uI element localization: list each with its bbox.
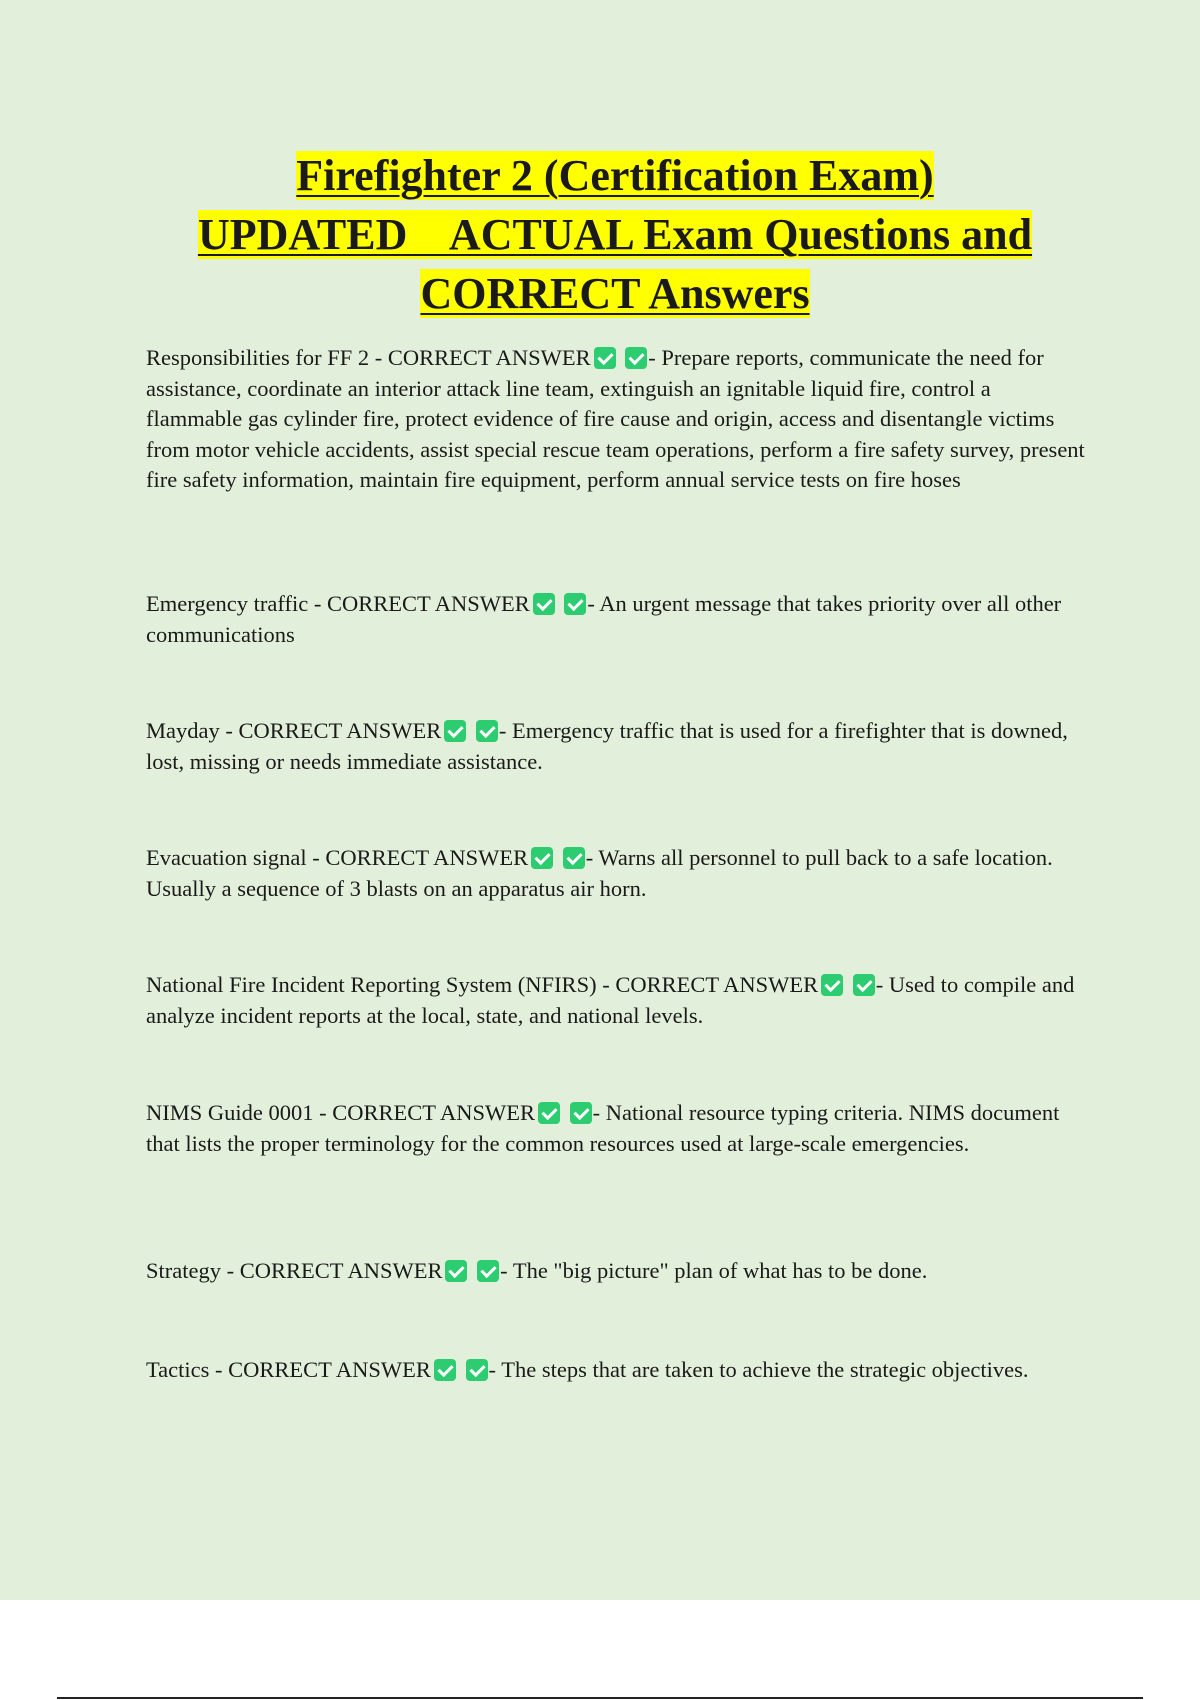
qa-item: Emergency traffic - CORRECT ANSWER - An urgent message that takes priority over all other communications: [146, 591, 1062, 647]
qa-term: Responsibilities for FF 2: [146, 345, 370, 370]
qa-term: Strategy: [146, 1258, 221, 1283]
qa-item: Mayday - CORRECT ANSWER - Emergency traffic that is used for a firefighter that is downed, lost, missing or needs immediate assistance.: [146, 718, 1068, 774]
qa-item: Strategy - CORRECT ANSWER - The "big picture" plan of what has to be done.: [146, 1258, 928, 1283]
checkmark-box-icon: [476, 720, 498, 742]
footer-divider: [57, 1697, 1143, 1699]
checkmark-box-icon: [466, 1359, 488, 1381]
qa-item: Evacuation signal - CORRECT ANSWER - Warns all personnel to pull back to a safe location. Usually a sequence of 3 blasts on an apparatus air horn.: [146, 845, 1053, 901]
qa-term: NIMS Guide 0001: [146, 1100, 314, 1125]
qa-marker: CORRECT ANSWER: [239, 1258, 443, 1283]
checkmark-box-icon: [563, 847, 585, 869]
qa-item: National Fire Incident Reporting System (NFIRS) - CORRECT ANSWER - Used to compile and analyze incident reports at the local, state, and national levels.: [146, 972, 1075, 1028]
qa-answer: - The steps that are taken to achieve the strategic objectives.: [488, 1357, 1029, 1382]
qa-answer: - Emergency traffic that is used for a firefighter that is downed, lost, missing or needs immediate assistance.: [146, 718, 1068, 774]
qa-answer: - National resource typing criteria. NIMS document that lists the proper terminology for the common resources used at large-scale emergencies.: [146, 1100, 1060, 1156]
qa-term: Mayday: [146, 718, 220, 743]
title-line-3: CORRECT Answers: [420, 269, 810, 318]
checkmark-box-icon: [531, 847, 553, 869]
document-title: [130, 146, 1100, 323]
qa-marker: CORRECT ANSWER: [332, 1100, 535, 1125]
checkmark-box-icon: [434, 1359, 456, 1381]
qa-answer: - Warns all personnel to pull back to a safe location. Usually a sequence of 3 blasts on an apparatus air horn.: [146, 845, 1053, 901]
qa-marker: CORRECT ANSWER: [326, 591, 530, 616]
checkmark-box-icon: [625, 347, 647, 369]
qa-item: NIMS Guide 0001 - CORRECT ANSWER - National resource typing criteria. NIMS document that lists the proper terminology for the common resources used at large-scale emergencies.: [146, 1100, 1060, 1156]
checkmark-box-icon: [444, 720, 466, 742]
qa-marker: CORRECT ANSWER: [325, 845, 529, 870]
qa-answer: - The "big picture" plan of what has to be done.: [500, 1258, 928, 1283]
qa-marker: CORRECT ANSWER: [238, 718, 442, 743]
checkmark-box-icon: [853, 974, 875, 996]
qa-marker: CORRECT ANSWER: [387, 345, 591, 370]
title-line-2: UPDATED ACTUAL Exam Questions and: [197, 210, 1033, 259]
checkmark-box-icon: [538, 1102, 560, 1124]
qa-answer: - Prepare reports, communicate the need for assistance, coordinate an interior attack line team, extinguish an ignitable liquid fire, control a flammable gas cylinder fire, protect evidence of fire cause and origin, access and disentangle victims from motor vehicle accidents, assist special rescue team operations, perform a fire safety survey, present fire safety information, maintain fire equipment, perform annual service tests on fire hoses: [146, 345, 1085, 492]
qa-term: National Fire Incident Reporting System (NFIRS): [146, 972, 597, 997]
qa-term: Emergency traffic: [146, 591, 309, 616]
qa-term: Tactics: [146, 1357, 210, 1382]
checkmark-box-icon: [821, 974, 843, 996]
qa-answer: - An urgent message that takes priority over all other communications: [146, 591, 1062, 647]
qa-term: Evacuation signal: [146, 845, 307, 870]
checkmark-box-icon: [533, 593, 555, 615]
checkmark-box-icon: [477, 1260, 499, 1282]
qa-item: Tactics - CORRECT ANSWER - The steps that are taken to achieve the strategic objectives.: [146, 1357, 1029, 1382]
qa-answer: - Used to compile and analyze incident reports at the local, state, and national levels.: [146, 972, 1075, 1028]
title-line-1: Firefighter 2 (Certification Exam): [296, 151, 934, 200]
checkmark-box-icon: [445, 1260, 467, 1282]
qa-marker: CORRECT ANSWER: [615, 972, 819, 997]
checkmark-box-icon: [594, 347, 616, 369]
qa-item: Responsibilities for FF 2 - CORRECT ANSWER - Prepare reports, communicate the need for assistance, coordinate an interior attack line team, extinguish an ignitable liquid fire, control a flammable gas cylinder fire, protect evidence of fire cause and origin, access and disentangle victims from motor vehicle accidents, assist special rescue team operations, perform a fire safety survey, present fire safety information, maintain fire equipment, perform annual service tests on fire hoses: [146, 345, 1085, 492]
checkmark-box-icon: [570, 1102, 592, 1124]
checkmark-box-icon: [564, 593, 586, 615]
qa-marker: CORRECT ANSWER: [228, 1357, 431, 1382]
